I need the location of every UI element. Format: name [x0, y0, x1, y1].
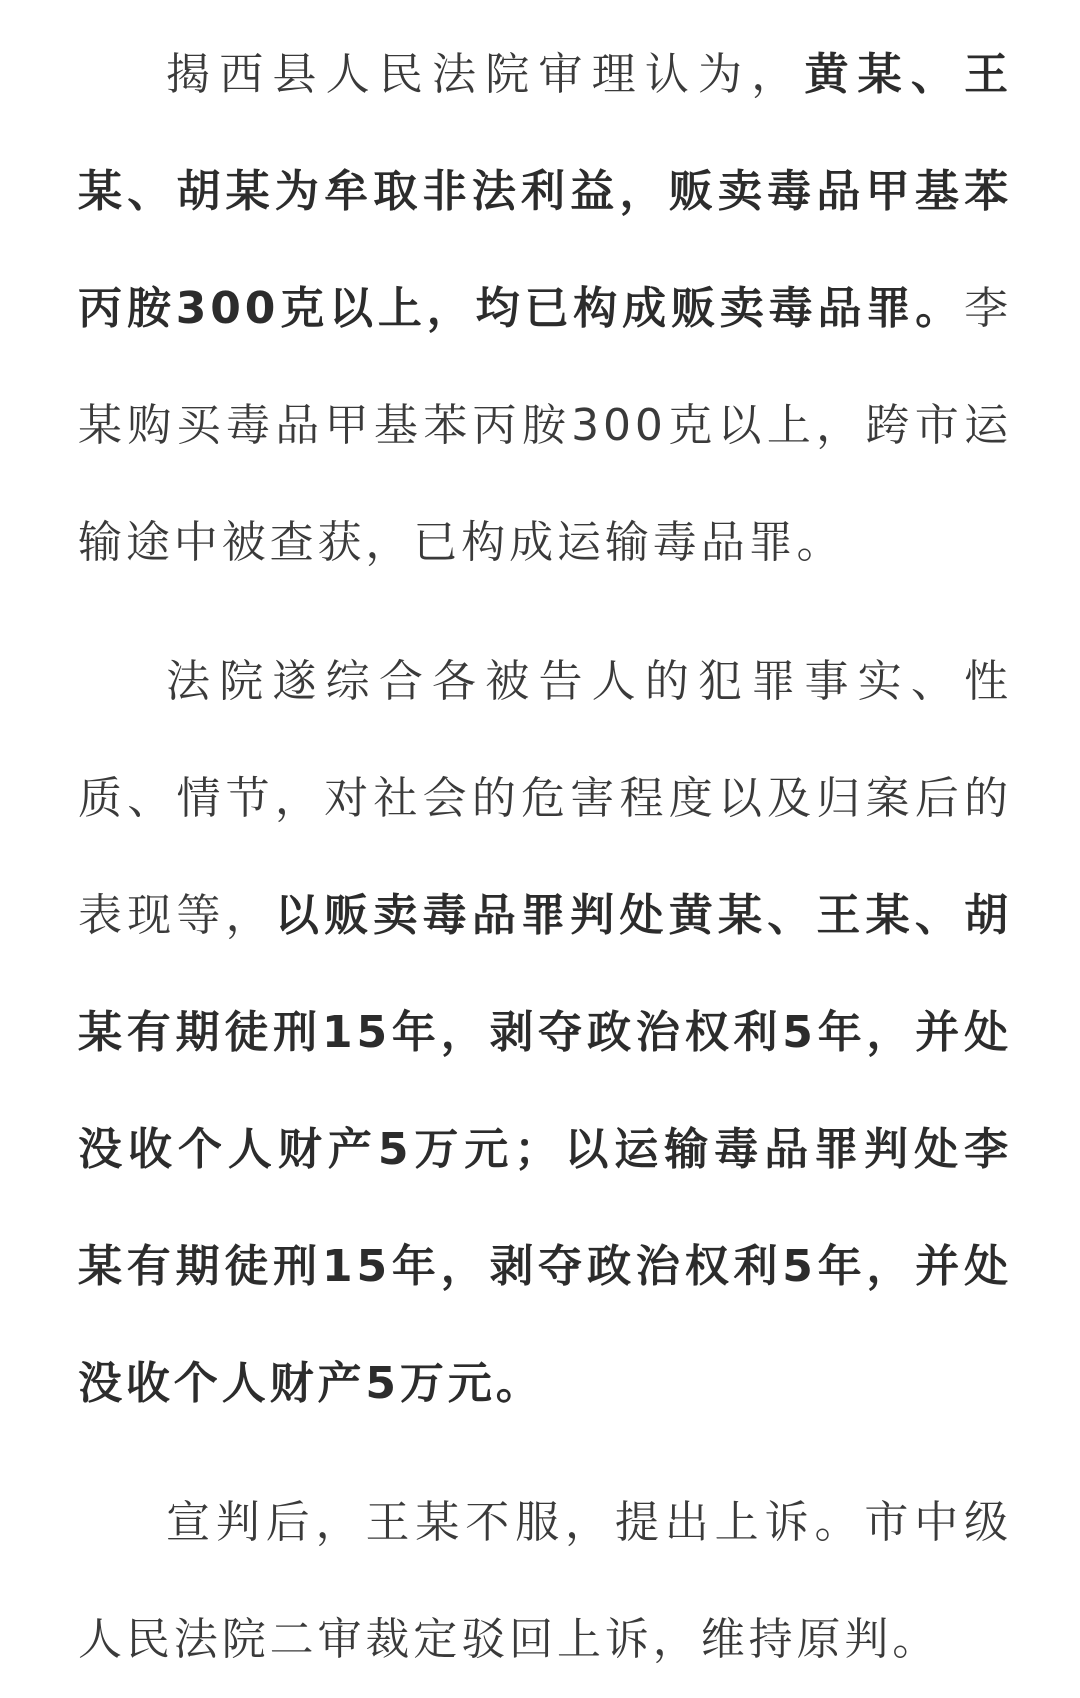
paragraph-spacer	[78, 1442, 1012, 1464]
sentencing-verdict-bold-text: 以贩卖毒品罪判处黄某、王某、胡某有期徒刑15年，剥夺政治权利5年，并处没收个人财产5万元；以运输毒品罪判处李某有期徒刑15年，剥夺政治权利5年，并处没收个人财产5万元。	[78, 890, 1013, 1409]
appeal-text: 宣判后，王某不服，提出上诉。市中级人民法院二审裁定驳回上诉，维持原判。	[78, 1497, 1012, 1665]
article-body	[78, 16, 1012, 1698]
finding-intro-text: 揭西县人民法院审理认为，	[166, 49, 805, 100]
finding-transport-text: 李某购买毒品甲基苯丙胺300克以上，跨市运输途中被查获，已构成运输毒品罪。	[78, 283, 1012, 568]
paragraph-court-finding	[78, 16, 1012, 601]
paragraph-spacer	[78, 601, 1012, 623]
paragraph-sentencing	[78, 623, 1012, 1442]
sentencing-intro-text: 法院遂综合各被告人的犯罪事实、性质、情节，对社会的危害程度以及归案后的表现等，	[78, 656, 1012, 941]
finding-trafficking-bold-text: 黄某、王某、胡某为牟取非法利益，贩卖毒品甲基苯丙胺300克以上，均已构成贩卖毒品罪。	[78, 49, 1012, 334]
paragraph-appeal	[78, 1464, 1012, 1698]
